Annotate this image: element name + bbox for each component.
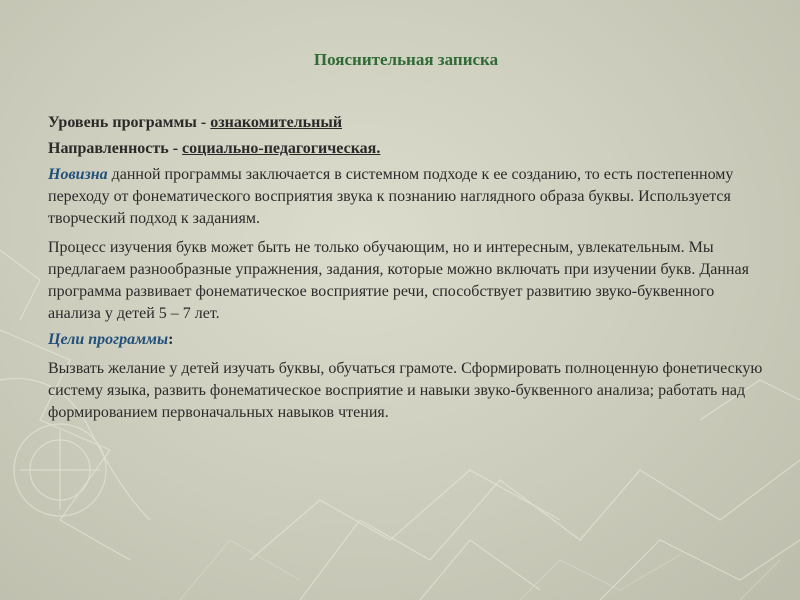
slide bbox=[46, 46, 766, 566]
process-paragraph: Процесс изучения букв может быть не только обучающим, но и интересным, увлекательным. Мы предлагаем разнообразные упражнения, задания, которые можно включать при изучении букв. Данная программа развивает фонематическое восприятие речи, способствует развитию звуко-буквенного анализа у детей 5 – 7 лет. bbox=[48, 239, 749, 322]
goals-colon: : bbox=[168, 331, 174, 348]
goals-heading bbox=[48, 329, 764, 351]
program-level-line bbox=[48, 112, 764, 134]
program-level-label: Уровень программы - bbox=[48, 114, 211, 131]
program-direction-line bbox=[48, 138, 764, 160]
slide-content bbox=[48, 112, 764, 430]
goals-paragraph: Вызвать желание у детей изучать буквы, обучаться грамоте. Сформировать полноценную фонетическую систему языка, развить фонематическое восприятие и навыки звуко-буквенного анализа; работать над формированием первоначальных навыков чтения. bbox=[48, 360, 763, 421]
novelty-term: Новизна bbox=[48, 166, 108, 183]
goals-term: Цели программы bbox=[48, 331, 169, 348]
program-direction-label: Направленность - bbox=[48, 140, 183, 157]
novelty-text: данной программы заключается в системном подходе к ее созданию, то есть постепенному переходу от фонематического восприятия звука к познанию наглядного образа буквы. Используется творческий подход к заданиям. bbox=[48, 166, 734, 227]
novelty-paragraph bbox=[48, 164, 764, 230]
program-direction-value: социально-педагогическая. bbox=[182, 140, 381, 157]
slide-title: Пояснительная записка bbox=[313, 50, 499, 69]
program-level-value: ознакомительный bbox=[210, 114, 343, 131]
